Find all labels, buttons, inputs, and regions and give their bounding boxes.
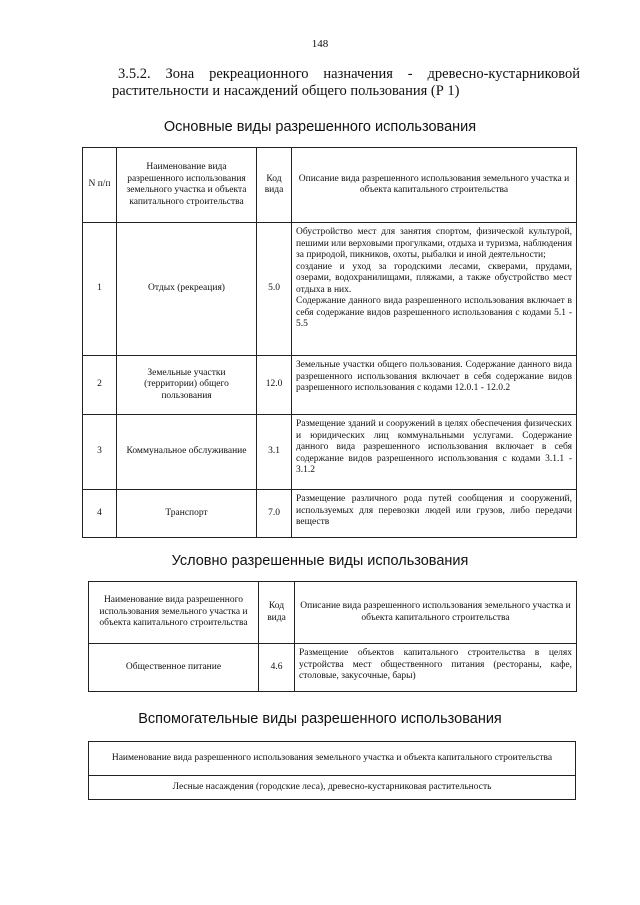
zone-heading-word: -	[407, 66, 413, 82]
header-code: Код вида	[257, 148, 292, 223]
header-name: Наименование вида разрешенного использования земельного участка и объекта капитального строительства	[89, 742, 576, 776]
row-num: 3	[83, 415, 117, 490]
zone-heading	[112, 66, 580, 100]
row-desc: Размещение объектов капитального строительства в целях устройства мест общественного питания (рестораны, кафе, столовые, закусочные, бары)	[295, 644, 577, 692]
header-code: Код вида	[259, 582, 295, 644]
row-desc	[292, 415, 577, 490]
zone-heading-word: рекреационного	[209, 66, 309, 82]
desc-paragraph: Размещение различного рода путей сообщения и сооружений, используемых для перевозки людей или грузов, либо передачи веществ	[296, 494, 572, 527]
table-row	[83, 356, 577, 415]
row-code: 3.1	[257, 415, 292, 490]
main-section-title: Основные виды разрешенного использования	[163, 119, 477, 135]
auxiliary-section-title: Вспомогательные виды разрешенного использования	[138, 711, 502, 727]
table-header-row	[89, 582, 577, 644]
desc-paragraph: Размещение зданий и сооружений в целях обеспечения физических и юридических лиц коммунальными услугами. Содержание данного вида разрешенного использования включает в себя содержание видов разрешенного использования с кодами 3.1.1 - 3.1.2	[296, 419, 572, 475]
row-code: 4.6	[259, 644, 295, 692]
row-name: Лесные насаждения (городские леса), древесно-кустарниковая растительность	[89, 776, 576, 800]
table-header-row	[89, 742, 576, 776]
table-row	[83, 223, 577, 356]
desc-paragraph: создание и уход за городскими лесами, скверами, прудами, озерами, водохранилищами, пляжами, а также обустройство мест отдыха в них.	[296, 261, 572, 295]
conditional-uses-table	[88, 581, 577, 692]
header-name: Наименование вида разрешенного использования земельного участка и объекта капитального строительства	[117, 148, 257, 223]
header-desc: Описание вида разрешенного использования земельного участка и объекта капитального строительства	[295, 582, 577, 644]
table-row	[83, 490, 577, 538]
row-num: 1	[83, 223, 117, 356]
page-number: 148	[311, 38, 329, 50]
row-name: Отдых (рекреация)	[117, 223, 257, 356]
table-row	[89, 776, 576, 800]
row-name: Коммунальное обслуживание	[117, 415, 257, 490]
zone-heading-word: древесно-кустарниковой	[427, 66, 580, 82]
row-code: 5.0	[257, 223, 292, 356]
main-uses-table	[82, 147, 577, 538]
row-desc	[292, 356, 577, 415]
row-code: 12.0	[257, 356, 292, 415]
desc-paragraph: Обустройство мест для занятия спортом, физической культурой, пешими или верховыми прогулками, отдыха и туризма, наблюдения за природой, пикников, охоты, рыбалки и иной деятельности;	[296, 227, 572, 260]
header-num: N п/п	[83, 148, 117, 223]
row-num: 4	[83, 490, 117, 538]
zone-heading-word: Зона	[165, 66, 195, 82]
row-name: Земельные участки (территории) общего пользования	[117, 356, 257, 415]
row-desc	[292, 490, 577, 538]
zone-heading-word: 3.5.2.	[118, 66, 151, 82]
zone-heading-line1	[118, 66, 580, 83]
row-name: Общественное питание	[89, 644, 259, 692]
zone-heading-line2: растительности и насаждений общего пользования (Р 1)	[112, 83, 460, 99]
table-row	[83, 415, 577, 490]
desc-paragraph: Содержание данного вида разрешенного использования включает в себя содержание видов разрешенного использования с кодами 5.1 - 5.5	[296, 296, 572, 329]
row-name: Транспорт	[117, 490, 257, 538]
row-num: 2	[83, 356, 117, 415]
header-desc: Описание вида разрешенного использования земельного участка и объекта капитального строительства	[292, 148, 577, 223]
row-desc	[292, 223, 577, 356]
conditional-section-title: Условно разрешенные виды использования	[171, 553, 469, 569]
auxiliary-uses-table	[88, 741, 576, 800]
table-row	[89, 644, 577, 692]
table-header-row	[83, 148, 577, 223]
zone-heading-word: назначения	[323, 66, 393, 82]
row-code: 7.0	[257, 490, 292, 538]
header-name: Наименование вида разрешенного использования земельного участка и объекта капитального строительства	[89, 582, 259, 644]
desc-paragraph: Земельные участки общего пользования. Содержание данного вида разрешенного использования включает в себя содержание видов разрешенного использования с кодами 12.0.1 - 12.0.2	[296, 360, 572, 393]
